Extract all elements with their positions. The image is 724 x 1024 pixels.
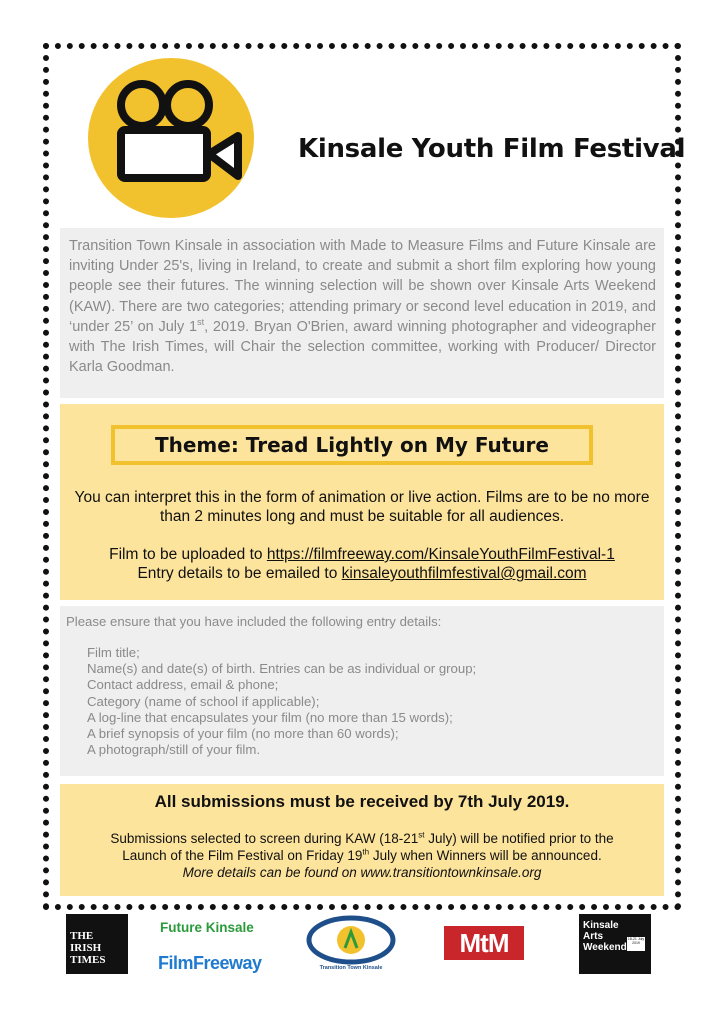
email-link[interactable]: kinsaleyouthfilmfestival@gmail.com <box>341 565 587 582</box>
list-item: Contact address, email & phone; <box>87 677 279 693</box>
list-item: Film title; <box>87 645 140 660</box>
page-title: Kinsale Youth Film Festival <box>298 134 686 164</box>
mtm-logo: MtM <box>444 926 524 960</box>
irish-times-logo <box>66 914 128 974</box>
upload-instructions <box>60 545 664 583</box>
deadline-heading: All submissions must be received by 7th July 2019. <box>154 792 570 811</box>
kaw-dates: 18-21 July 2019 <box>627 937 645 951</box>
superscript: th <box>362 847 370 857</box>
irish-times-word: THE <box>70 930 94 942</box>
list-item: Category (name of school if applicable); <box>87 693 320 709</box>
entry-details-panel <box>60 606 664 776</box>
superscript: st <box>418 830 425 840</box>
irish-times-word: TIMES <box>70 954 106 966</box>
logo-circle <box>88 58 254 218</box>
entry-list <box>87 645 476 758</box>
kaw-word: Arts <box>583 931 604 942</box>
filmfreeway-logo: FilmFreeway <box>158 953 262 973</box>
kaw-word: Weekend <box>583 942 627 953</box>
theme-description: You can interpret this in the form of animation or live action. Films are to be no more than 2 minutes long and must be suitable for all audiences. <box>74 489 650 525</box>
more-details: More details can be found on www.transitiontownkinsale.org <box>182 865 542 880</box>
theme-title: Theme: Tread Lightly on My Future <box>111 425 593 465</box>
irish-times-word: IRISH <box>70 942 102 954</box>
list-item: A log-line that encapsulates your film (no more than 15 words); <box>87 709 453 725</box>
upload-label: Film to be uploaded to <box>109 546 267 563</box>
submission-line-1-end: July) will be notified prior to the <box>424 831 614 846</box>
intro-text-continued: , 2019. Bryan O'Brien, award winning photographer and videographer with The Irish Times, will Chair the selection committee, working with Producer/ Director Karla Goodman. <box>69 318 657 376</box>
entry-intro: Please ensure that you have included the following entry details: <box>66 614 442 629</box>
list-item: Name(s) and date(s) of birth. Entries can be as individual or group; <box>87 661 477 677</box>
submission-line-2-end: July when Winners will be announced. <box>369 848 602 863</box>
transition-town-label: Transition Town Kinsale <box>319 965 383 971</box>
submission-line-1: Submissions selected to screen during KAW (18-21 <box>110 831 419 846</box>
intro-paragraph <box>60 228 664 398</box>
submission-line-2: Launch of the Film Festival on Friday 19 <box>122 848 363 863</box>
list-item: A brief synopsis of your film (no more than 60 words); <box>87 726 399 742</box>
intro-superscript: st <box>197 316 205 327</box>
email-label: Entry details to be emailed to <box>137 565 342 582</box>
submission-details <box>60 830 664 881</box>
list-item: A photograph/still of your film. <box>87 742 260 758</box>
kaw-word: Kinsale <box>583 920 619 931</box>
movie-camera-icon <box>88 58 254 218</box>
intro-text: Transition Town Kinsale in association with Made to Measure Films and Future Kinsale are inviting Under 25's, living in Ireland, to create and submit a short film exploring how young people see their futures. The winning selection will be shown over Kinsale Arts Weekend (KAW). There are two categories; attending primary or second level education in 2019, and ‘under 25’ on July 1 <box>69 238 656 335</box>
upload-link[interactable]: https://filmfreeway.com/KinsaleYouthFilmFestival-1 <box>266 546 615 563</box>
submission-panel <box>60 784 664 896</box>
future-kinsale-logo: Future Kinsale <box>160 920 254 935</box>
